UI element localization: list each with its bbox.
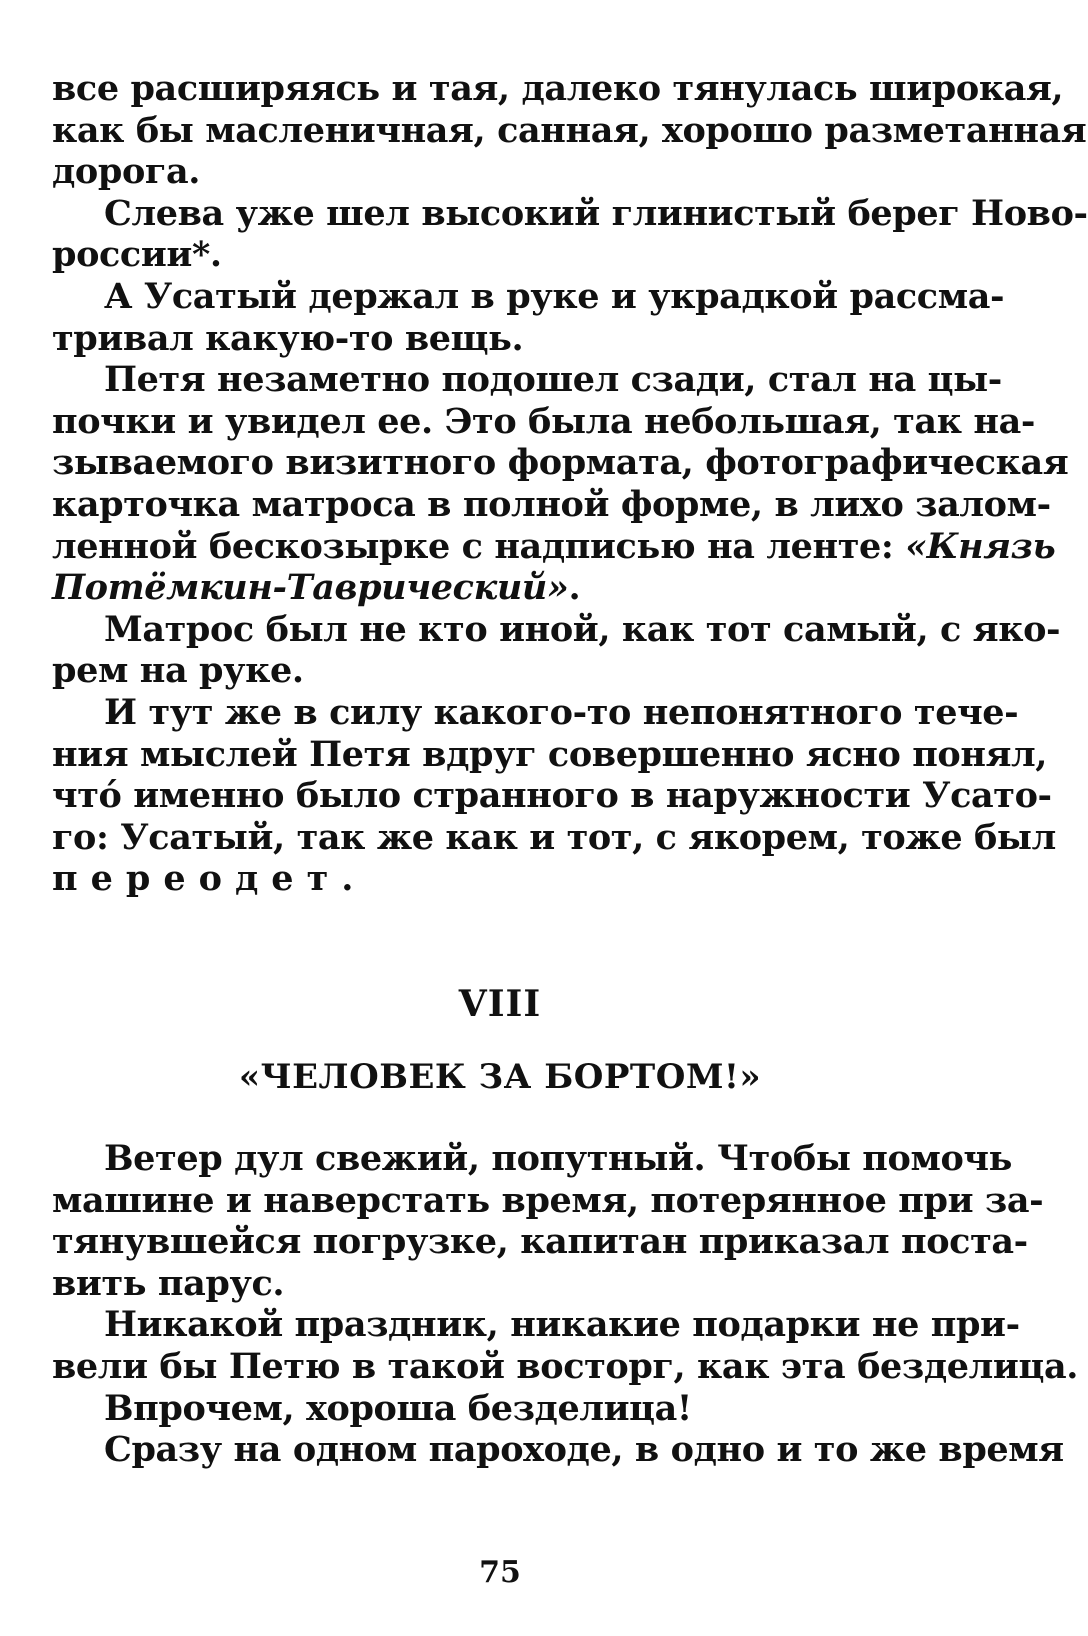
chapter-title: «ЧЕЛОВЕК ЗА БОРТОМ!» [238,1057,762,1097]
text-line: Никакой праздник, никакие подарки не при- [104,1304,1020,1346]
text-line: Слева уже шел высокий глинистый берег Ново- [104,192,1088,234]
text-line: ния мыслей Петя вдруг совершенно ясно понял, [52,733,1048,775]
text-line: карточка матроса в полной форме, в лихо залом- [52,483,1051,525]
chapter-number: VIII [458,983,542,1025]
text-line [52,567,948,609]
text-line: Петя незаметно подошел сзади, стал на цы- [104,359,1002,401]
text-block-top [52,68,1088,900]
text-line: А Усатый держал в руке и украдкой рассма- [104,275,1005,317]
text-line: рем на руке. [52,650,304,692]
spaced-word: переодет [52,858,342,900]
text-line: тривал какую-то вещь. [52,317,524,359]
text-line: Матрос был не кто иной, как тот самый, с яко- [104,608,1061,650]
page-number: 75 [479,1555,521,1590]
text-line: россии*. [52,234,222,276]
text-line: го: Усатый, так же как и тот, с якорем, тоже был [52,816,1056,858]
text-line [52,858,948,900]
text-line-regular: . [341,858,354,900]
text-line: И тут же в силу какого-то непонятного тече- [104,691,1019,733]
text-line: что́ именно было странного в наружности Усато- [52,775,1052,817]
text-line: почки и увидел ее. Это была небольшая, так на- [52,400,1035,442]
text-line-regular: . [568,567,581,609]
text-line: как бы масленичная, санная, хорошо разметанная [52,109,1087,151]
text-line: дорога. [52,151,201,193]
ship-name-italic: Потёмкин-Таврический» [52,567,569,609]
text-line [52,525,1056,568]
text-line: Сразу на одном пароходе, в одно и то же время [104,1429,1064,1471]
ship-name-italic: «Князь [905,525,1056,567]
text-line: Впрочем, хороша безделица! [104,1387,692,1429]
text-line-regular: ленной бескозырке с надписью на ленте: [52,525,906,567]
text-line: зываемого визитного формата, фотографическая [52,442,1069,484]
text-line: Ветер дул свежий, попутный. Чтобы помочь [104,1138,1012,1179]
text-line: машине и наверстать время, потерянное при за- [52,1179,1044,1221]
text-line: вить парус. [52,1262,285,1304]
text-line: вели бы Петю в такой восторг, как эта безделица. [52,1345,1079,1387]
text-line: все расширяясь и тая, далеко тянулась широкая, [52,68,1064,109]
text-line: тянувшейся погрузке, капитан приказал поста- [52,1221,1028,1263]
text-block-bottom [52,1138,1079,1471]
